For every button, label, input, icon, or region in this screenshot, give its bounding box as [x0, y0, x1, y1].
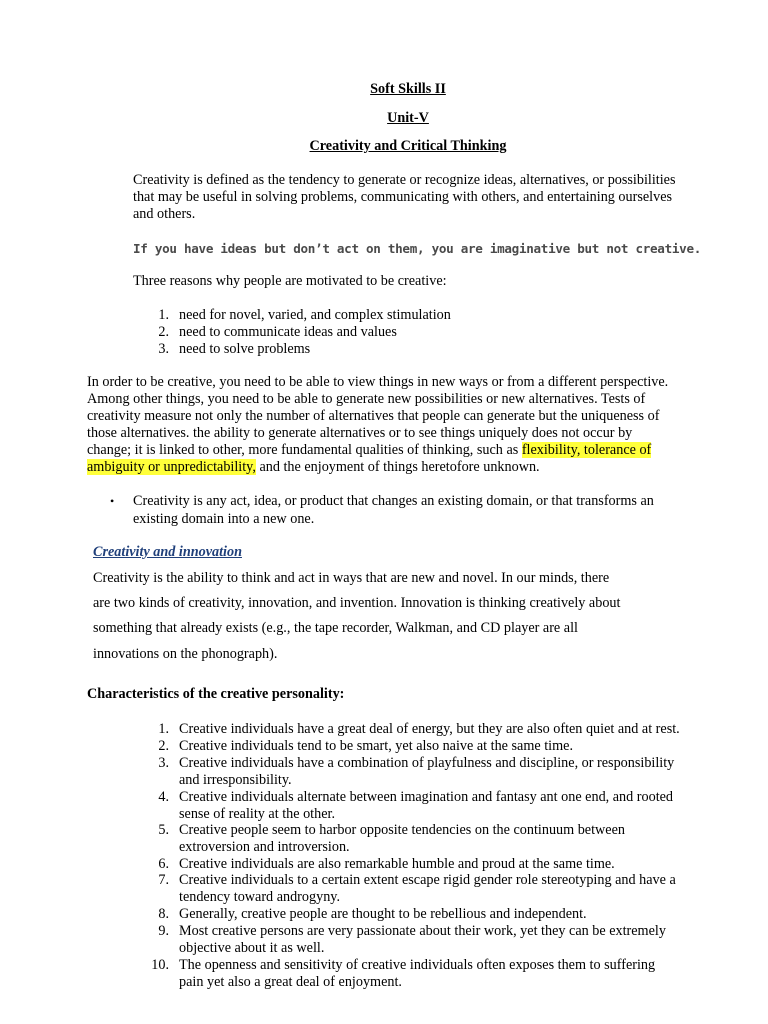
bullet-icon: • [110, 494, 115, 508]
characteristic-item-1: Creative individuals have a great deal of energy, but they are also often quiet and at rest. [179, 721, 680, 737]
innovation-line-2: are two kinds of creativity, innovation, and invention. Innovation is thinking creatively about [93, 595, 621, 611]
characteristic-item-10: The openness and sensitivity of creative individuals often exposes them to suffering [179, 957, 656, 973]
intro-line-2: that may be useful in solving problems, communicating with others, and entertaining ourselves [133, 189, 673, 205]
paragraph-text: and the enjoyment of things heretofore unknown. [255, 459, 540, 475]
innovation-line-1: Creativity is the ability to think and act in ways that are new and novel. In our minds, there [93, 570, 610, 586]
innovation-line-3: something that already exists (e.g., the tape recorder, Walkman, and CD player are all [93, 620, 578, 636]
paragraph-line-2: Among other things, you need to be able to generate new possibilities or new alternatives. Tests of [87, 391, 646, 407]
list-number: 3. [158, 341, 169, 357]
list-number: 6. [158, 856, 169, 872]
characteristics-heading: Characteristics of the creative personality: [87, 686, 345, 702]
highlighted-text: ambiguity or unpredictability, [87, 459, 256, 475]
innovation-heading: Creativity and innovation [93, 544, 242, 560]
unit-title: Unit-V [387, 110, 429, 126]
list-number: 10. [151, 957, 169, 973]
reason-item-3: need to solve problems [179, 341, 311, 357]
list-number: 1. [158, 307, 169, 323]
paragraph-text: change; it is linked to other, more fundamental qualities of thinking, such as [87, 442, 522, 458]
paragraph-line-5 [87, 442, 651, 459]
characteristic-item-10-cont: pain yet also a great deal of enjoyment. [179, 974, 402, 990]
characteristic-item-2: Creative individuals tend to be smart, yet also naive at the same time. [179, 738, 573, 754]
characteristic-item-7: Creative individuals to a certain extent escape rigid gender role stereotyping and have a [179, 872, 676, 888]
creativity-quote: If you have ideas but don’t act on them, you are imaginative but not creative. [133, 241, 702, 256]
intro-line-1: Creativity is defined as the tendency to generate or recognize ideas, alternatives, or possibilities [133, 172, 676, 188]
characteristic-item-9: Most creative persons are very passionate about their work, yet they can be extremely [179, 923, 666, 939]
characteristic-item-6: Creative individuals are also remarkable humble and proud at the same time. [179, 856, 615, 872]
list-number: 4. [158, 789, 169, 805]
list-number: 1. [158, 721, 169, 737]
paragraph-line-1: In order to be creative, you need to be able to view things in new ways or from a different perspective. [87, 374, 669, 390]
characteristic-item-8: Generally, creative people are thought to be rebellious and independent. [179, 906, 587, 922]
characteristic-item-3-cont: and irresponsibility. [179, 772, 292, 788]
list-number: 5. [158, 822, 169, 838]
bullet-line-2: existing domain into a new one. [133, 511, 315, 527]
list-number: 9. [158, 923, 169, 939]
reason-item-1: need for novel, varied, and complex stimulation [179, 307, 451, 323]
list-number: 2. [158, 738, 169, 754]
course-title: Soft Skills II [370, 81, 446, 97]
topic-title: Creativity and Critical Thinking [309, 138, 507, 154]
list-number: 7. [158, 872, 169, 888]
characteristic-item-5: Creative people seem to harbor opposite tendencies on the continuum between [179, 822, 625, 838]
list-number: 2. [158, 324, 169, 340]
list-number: 8. [158, 906, 169, 922]
characteristic-item-9-cont: objective about it as well. [179, 940, 325, 956]
characteristic-item-4: Creative individuals alternate between imagination and fantasy ant one end, and rooted [179, 789, 674, 805]
paragraph-line-3: creativity measure not only the number of alternatives that people can generate but the uniqueness of [87, 408, 660, 424]
intro-line-3: and others. [133, 206, 196, 222]
characteristic-item-4-cont: sense of reality at the other. [179, 806, 336, 822]
reason-item-2: need to communicate ideas and values [179, 324, 397, 340]
characteristic-item-3: Creative individuals have a combination of playfulness and discipline, or responsibility [179, 755, 675, 771]
list-number: 3. [158, 755, 169, 771]
reasons-heading: Three reasons why people are motivated to be creative: [133, 273, 447, 289]
highlighted-text: flexibility, tolerance of [521, 442, 652, 458]
paragraph-line-6 [87, 459, 540, 476]
paragraph-line-4: those alternatives. the ability to generate alternatives or to see things uniquely does not occur by [87, 425, 633, 441]
characteristic-item-7-cont: tendency toward androgyny. [179, 889, 341, 905]
bullet-line-1: Creativity is any act, idea, or product that changes an existing domain, or that transforms an [133, 493, 654, 509]
characteristic-item-5-cont: extroversion and introversion. [179, 839, 350, 855]
innovation-line-4: innovations on the phonograph). [93, 646, 278, 662]
